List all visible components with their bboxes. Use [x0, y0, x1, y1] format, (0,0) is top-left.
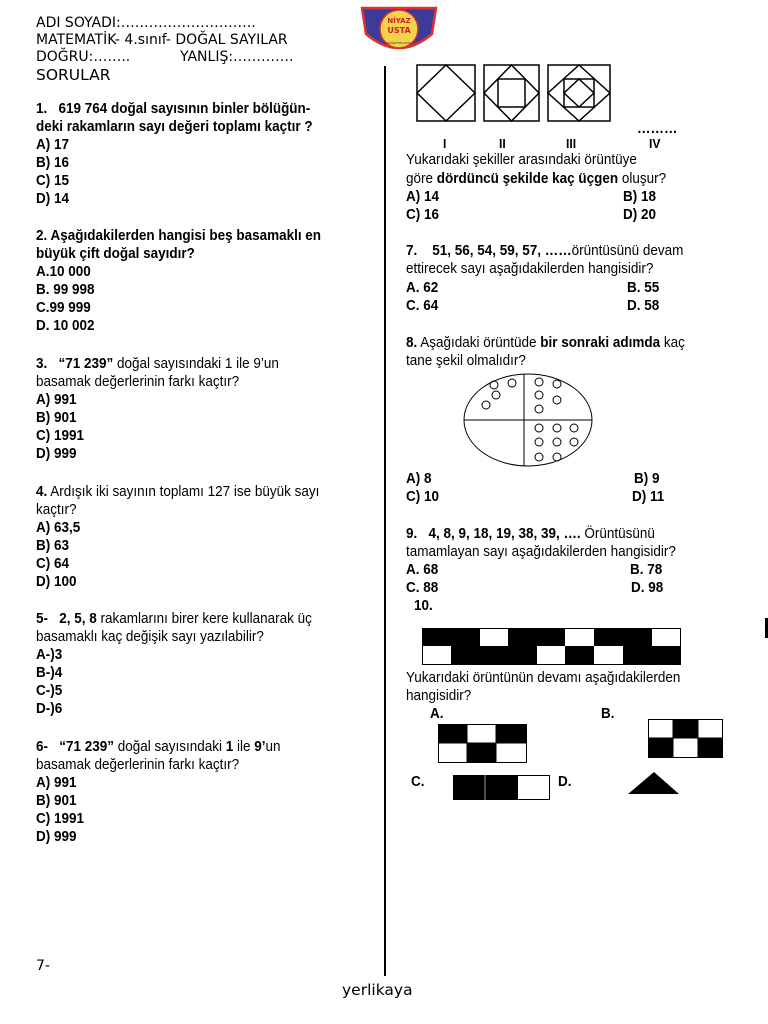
q6-option-a: A) 991	[36, 775, 77, 791]
q8-option-c: C) 10	[406, 489, 439, 505]
q10-line2: hangisidir?	[406, 688, 472, 704]
subject-line: MATEMATİK- 4.sınıf- DOĞAL SAYILAR	[36, 32, 288, 48]
q2-line2: büyük çift doğal sayıdır?	[36, 246, 195, 262]
section-title: SORULAR	[36, 66, 111, 84]
circle-pattern-figure	[462, 372, 594, 468]
q2-option-c: C.99 999	[36, 300, 91, 316]
q9-option-c: C. 88	[406, 580, 439, 596]
q4-option-b: B) 63	[36, 538, 69, 554]
qs-line2: göre dördüncü şekilde kaç üçgen oluşur?	[406, 171, 667, 187]
logo-text-mid: USTA	[387, 26, 411, 35]
qs-option-a: A) 14	[406, 189, 439, 205]
q1-line1: 1. 619 764 doğal sayısının binler bölüğün-	[36, 101, 311, 117]
shape-label-iv: IV	[649, 136, 661, 151]
q10-option-a-label: A.	[430, 706, 444, 722]
q10-line1: Yukarıdaki örüntünün devamı aşağıdakilerden	[406, 670, 681, 686]
shape-label-i: I	[443, 136, 447, 151]
wrong-label: YANLIŞ:………….	[180, 49, 294, 65]
q5-line1: 5- 2, 5, 8 rakamlarını birer kere kullanarak üç	[36, 611, 312, 627]
q9-line2: tamamlayan sayı aşağıdakilerden hangisidir?	[406, 544, 676, 560]
q8-option-a: A) 8	[406, 471, 432, 487]
q9-option-a: A. 68	[406, 562, 439, 578]
q2-option-a: A.10 000	[36, 264, 91, 280]
qs-option-b: B) 18	[623, 189, 656, 205]
q4-option-a: A) 63,5	[36, 520, 81, 536]
q3-line1: 3. “71 239” doğal sayısındaki 1 ile 9’un	[36, 356, 279, 372]
q7-line2: ettirecek sayı aşağıdakilerden hangisidir?	[406, 261, 654, 277]
q4-line2: kaçtır?	[36, 502, 77, 518]
q8-option-d: D) 11	[632, 489, 665, 505]
q10-option-d-figure	[627, 771, 681, 795]
q7-option-a: A. 62	[406, 280, 439, 296]
q10-option-b-figure	[648, 719, 724, 759]
q6-option-b: B) 901	[36, 793, 77, 809]
q10-option-a-figure	[438, 724, 528, 764]
q1-line2: deki rakamların sayı değeri toplamı kaçtır ?	[36, 119, 313, 135]
qs-option-c: C) 16	[406, 207, 439, 223]
q10-block-pattern	[422, 628, 682, 666]
q5-option-b: B-)4	[36, 665, 63, 681]
logo-text-top: NİYAZ	[387, 17, 411, 25]
q7-option-d: D. 58	[627, 298, 660, 314]
q5-line2: basamaklı kaç değişik sayı yazılabilir?	[36, 629, 264, 645]
q1-option-b: B) 16	[36, 155, 69, 171]
q9-option-b: B. 78	[630, 562, 663, 578]
q3-line2: basamak değerlerinin farkı kaçtır?	[36, 374, 240, 390]
q7-line1: 7. 51, 56, 54, 59, 57, ……örüntüsünü devam	[406, 243, 684, 259]
q10-option-b-label: B.	[601, 706, 615, 722]
q9-option-d: D. 98	[631, 580, 664, 596]
q10-option-c-label: C.	[411, 774, 425, 790]
figure-ii	[484, 65, 539, 121]
q4-option-d: D) 100	[36, 574, 77, 590]
q5-option-c: C-)5	[36, 683, 63, 699]
q8-line1: 8. Aşağıdaki örüntüde bir sonraki adımda kaç	[406, 335, 685, 351]
q10-option-d-label: D.	[558, 774, 572, 790]
q3-option-b: B) 901	[36, 410, 77, 426]
q7-option-b: B. 55	[627, 280, 660, 296]
q5-option-a: A-)3	[36, 647, 63, 663]
shape-pattern-figures	[416, 64, 616, 124]
q3-option-c: C) 1991	[36, 428, 84, 444]
q1-option-c: C) 15	[36, 173, 69, 189]
logo-text-bottom: İLKÖĞRETİM OKULU	[384, 41, 414, 45]
q2-option-d: D. 10 002	[36, 318, 95, 334]
q6-option-c: C) 1991	[36, 811, 84, 827]
q3-option-d: D) 999	[36, 446, 77, 462]
q5-option-d: D-)6	[36, 701, 63, 717]
column-divider	[384, 66, 386, 976]
q8-line2: tane şekil olmalıdır?	[406, 353, 526, 369]
figure-i	[417, 65, 475, 121]
author-footer: yerlikaya	[342, 981, 413, 999]
q1-option-a: A) 17	[36, 137, 69, 153]
shape-label-iii: III	[566, 136, 577, 151]
q3-option-a: A) 991	[36, 392, 77, 408]
page-number: 7-	[36, 958, 50, 974]
qs-line1: Yukarıdaki şekiller arasındaki örüntüye	[406, 152, 637, 168]
figure-iii	[548, 65, 610, 121]
q6-line1: 6- “71 239” doğal sayısındaki 1 ile 9’un	[36, 739, 281, 755]
q10-number: 10.	[414, 598, 433, 614]
q2-line1: 2. Aşağıdakilerden hangisi beş basamaklı en	[36, 228, 322, 244]
q8-option-b: B) 9	[634, 471, 660, 487]
shape-label-ii: II	[499, 136, 506, 151]
q7-option-c: C. 64	[406, 298, 439, 314]
q4-option-c: C) 64	[36, 556, 69, 572]
qs-option-d: D) 20	[623, 207, 656, 223]
q10-option-c-figure	[453, 775, 551, 801]
q6-line2: basamak değerlerinin farkı kaçtır?	[36, 757, 240, 773]
q9-line1: 9. 4, 8, 9, 18, 19, 38, 39, …. Örüntüsünü	[406, 526, 655, 542]
q2-option-b: B. 99 998	[36, 282, 95, 298]
q1-option-d: D) 14	[36, 191, 69, 207]
school-logo	[354, 4, 444, 56]
name-line: ADI SOYADI:………………………..	[36, 15, 256, 31]
correct-label: DOĞRU:……..	[36, 49, 131, 65]
q4-line1: 4. Ardışık iki sayının toplamı 127 ise büyük sayı	[36, 484, 320, 500]
q6-option-d: D) 999	[36, 829, 77, 845]
shape-dots: ………	[637, 121, 678, 137]
